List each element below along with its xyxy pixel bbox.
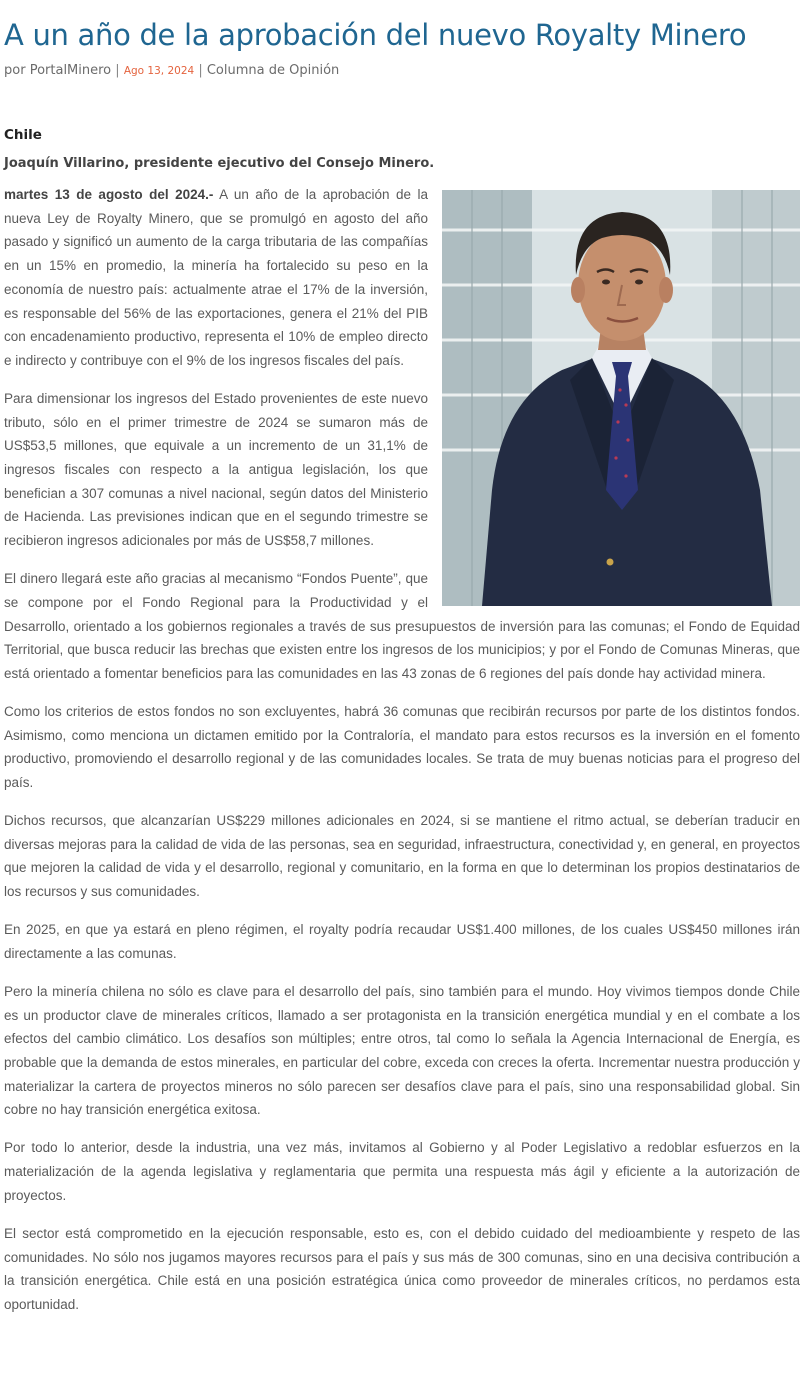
article-paragraph: Como los criterios de estos fondos no son excluyentes, habrá 36 comunas que recibirán recursos por parte de los distintos fondos. Asimismo, como menciona un dictamen emitido por la Contraloría, el mandato para estos recursos es la inversión en el fomento productivo, promoviendo el desarrollo regional y de las comunidades locales. Se trata de muy buenas noticias para el progreso del país.	[4, 703, 800, 791]
lead-date: martes 13 de agosto del 2024.-	[4, 187, 214, 202]
category-link[interactable]: Columna de Opinión	[206, 63, 340, 78]
author-byline: Joaquín Villarino, presidente ejecutivo del Consejo Minero.	[4, 156, 435, 171]
author-link[interactable]: PortalMinero	[29, 63, 112, 78]
country-label: Chile	[4, 127, 42, 143]
article-paragraph: El dinero llegará este año gracias al mecanismo “Fondos Puente”, que se compone por el Fondo Regional para la Productividad y el Desarrollo, orientado a los gobiernos regionales a través de sus presupuestos de inversión para las comunas; el Fondo de Equidad Territorial, que busca reducir las brechas que existen entre los ingresos de los municipios; y por el Fondo de Comunas Mineras, que está orientado a fomentar beneficios para las comunidades en las 43 zonas de 6 regiones del país donde hay actividad minera.	[4, 571, 800, 681]
article-paragraph: Pero la minería chilena no sólo es clave para el desarrollo del país, sino también para el mundo. Hoy vivimos tiempos donde Chile es un productor clave de minerales críticos, llamado a ser protagonista en la transición energética mundial y en el combate a los efectos del cambio climático. Los desafíos son múltiples; entre otros, tal como lo señala la Agencia Internacional de Energía, es probable que la demanda de estos minerales, en particular del cobre, exceda con creces la oferta. Incrementar nuestra producción y materializar la cartera de proyectos mineros no sólo parecen ser desafíos clave para el país, sino una responsabilidad global. Sin cobre no hay transición energética exitosa.	[4, 983, 800, 1118]
article-title: A un año de la aprobación del nuevo Royalty Minero	[4, 18, 747, 52]
article-paragraph: En 2025, en que ya estará en pleno régimen, el royalty podría recaudar US$1.400 millones, de los cuales US$450 millones irán directamente a las comunas.	[4, 922, 800, 961]
by-prefix: por	[4, 63, 26, 78]
article-body	[4, 183, 800, 1317]
post-meta	[4, 62, 800, 80]
meta-separator: |	[115, 63, 120, 78]
post-date: Ago 13, 2024	[123, 65, 195, 77]
portrait-illustration	[442, 190, 800, 606]
article-paragraph: Para dimensionar los ingresos del Estado provenientes de este nuevo tributo, sólo en el primer trimestre de 2024 se sumaron más de US$53,5 millones, que equivale a un incremento de un 31,1% de ingresos fiscales con respecto a la antigua legislación, los que benefician a 307 comunas a nivel nacional, según datos del Ministerio de Hacienda. Las previsiones indican que en el segundo trimestre se recibieron ingresos adicionales por más de US$58,7 millones.	[4, 390, 428, 549]
article-paragraph: Dichos recursos, que alcanzarían US$229 millones adicionales en 2024, si se mantiene el ritmo actual, se deberían traducir en diversas mejoras para la calidad de vida de las personas, sea en seguridad, infraestructura, conectividad y, en general, en proyectos que mejoren la calidad de vida y el desarrollo, regional y comunitario, en la forma en que lo determinan los propios destinatarios de los recursos y sus comunidades.	[4, 813, 800, 900]
paragraph-text: A un año de la aprobación de la nueva Ley de Royalty Minero, que se promulgó en agosto del año pasado y significó un aumento de la carga tributaria de las compañías en un 15% en promedio, la minería ha fortalecido su peso en la economía de nuestro país: actualmente atrae el 17% de la inversión, es responsable del 56% de las exportaciones, genera el 21% del PIB con encadenamiento productivo, representa el 10% de empleo directo e indirecto y contribuye con el 9% de los ingresos fiscales del país.	[4, 187, 428, 368]
author-photo	[442, 190, 800, 606]
article-paragraph: El sector está comprometido en la ejecución responsable, esto es, con el debido cuidado del medioambiente y respeto de las comunidades. No sólo nos jugamos mayores recursos para el país y sus más de 300 comunas, sino en una decisiva contribución a la transición energética. Chile está en una posición estratégica única como proveedor de minerales críticos, no perdamos esta oportunidad.	[4, 1225, 800, 1312]
meta-separator: |	[198, 63, 203, 78]
article-paragraph: Por todo lo anterior, desde la industria, una vez más, invitamos al Gobierno y al Poder Legislativo a redoblar esfuerzos en la materialización de la agenda legislativa y reglamentaria que permita una respuesta más ágil y eficiente a la autorización de proyectos.	[4, 1140, 800, 1203]
